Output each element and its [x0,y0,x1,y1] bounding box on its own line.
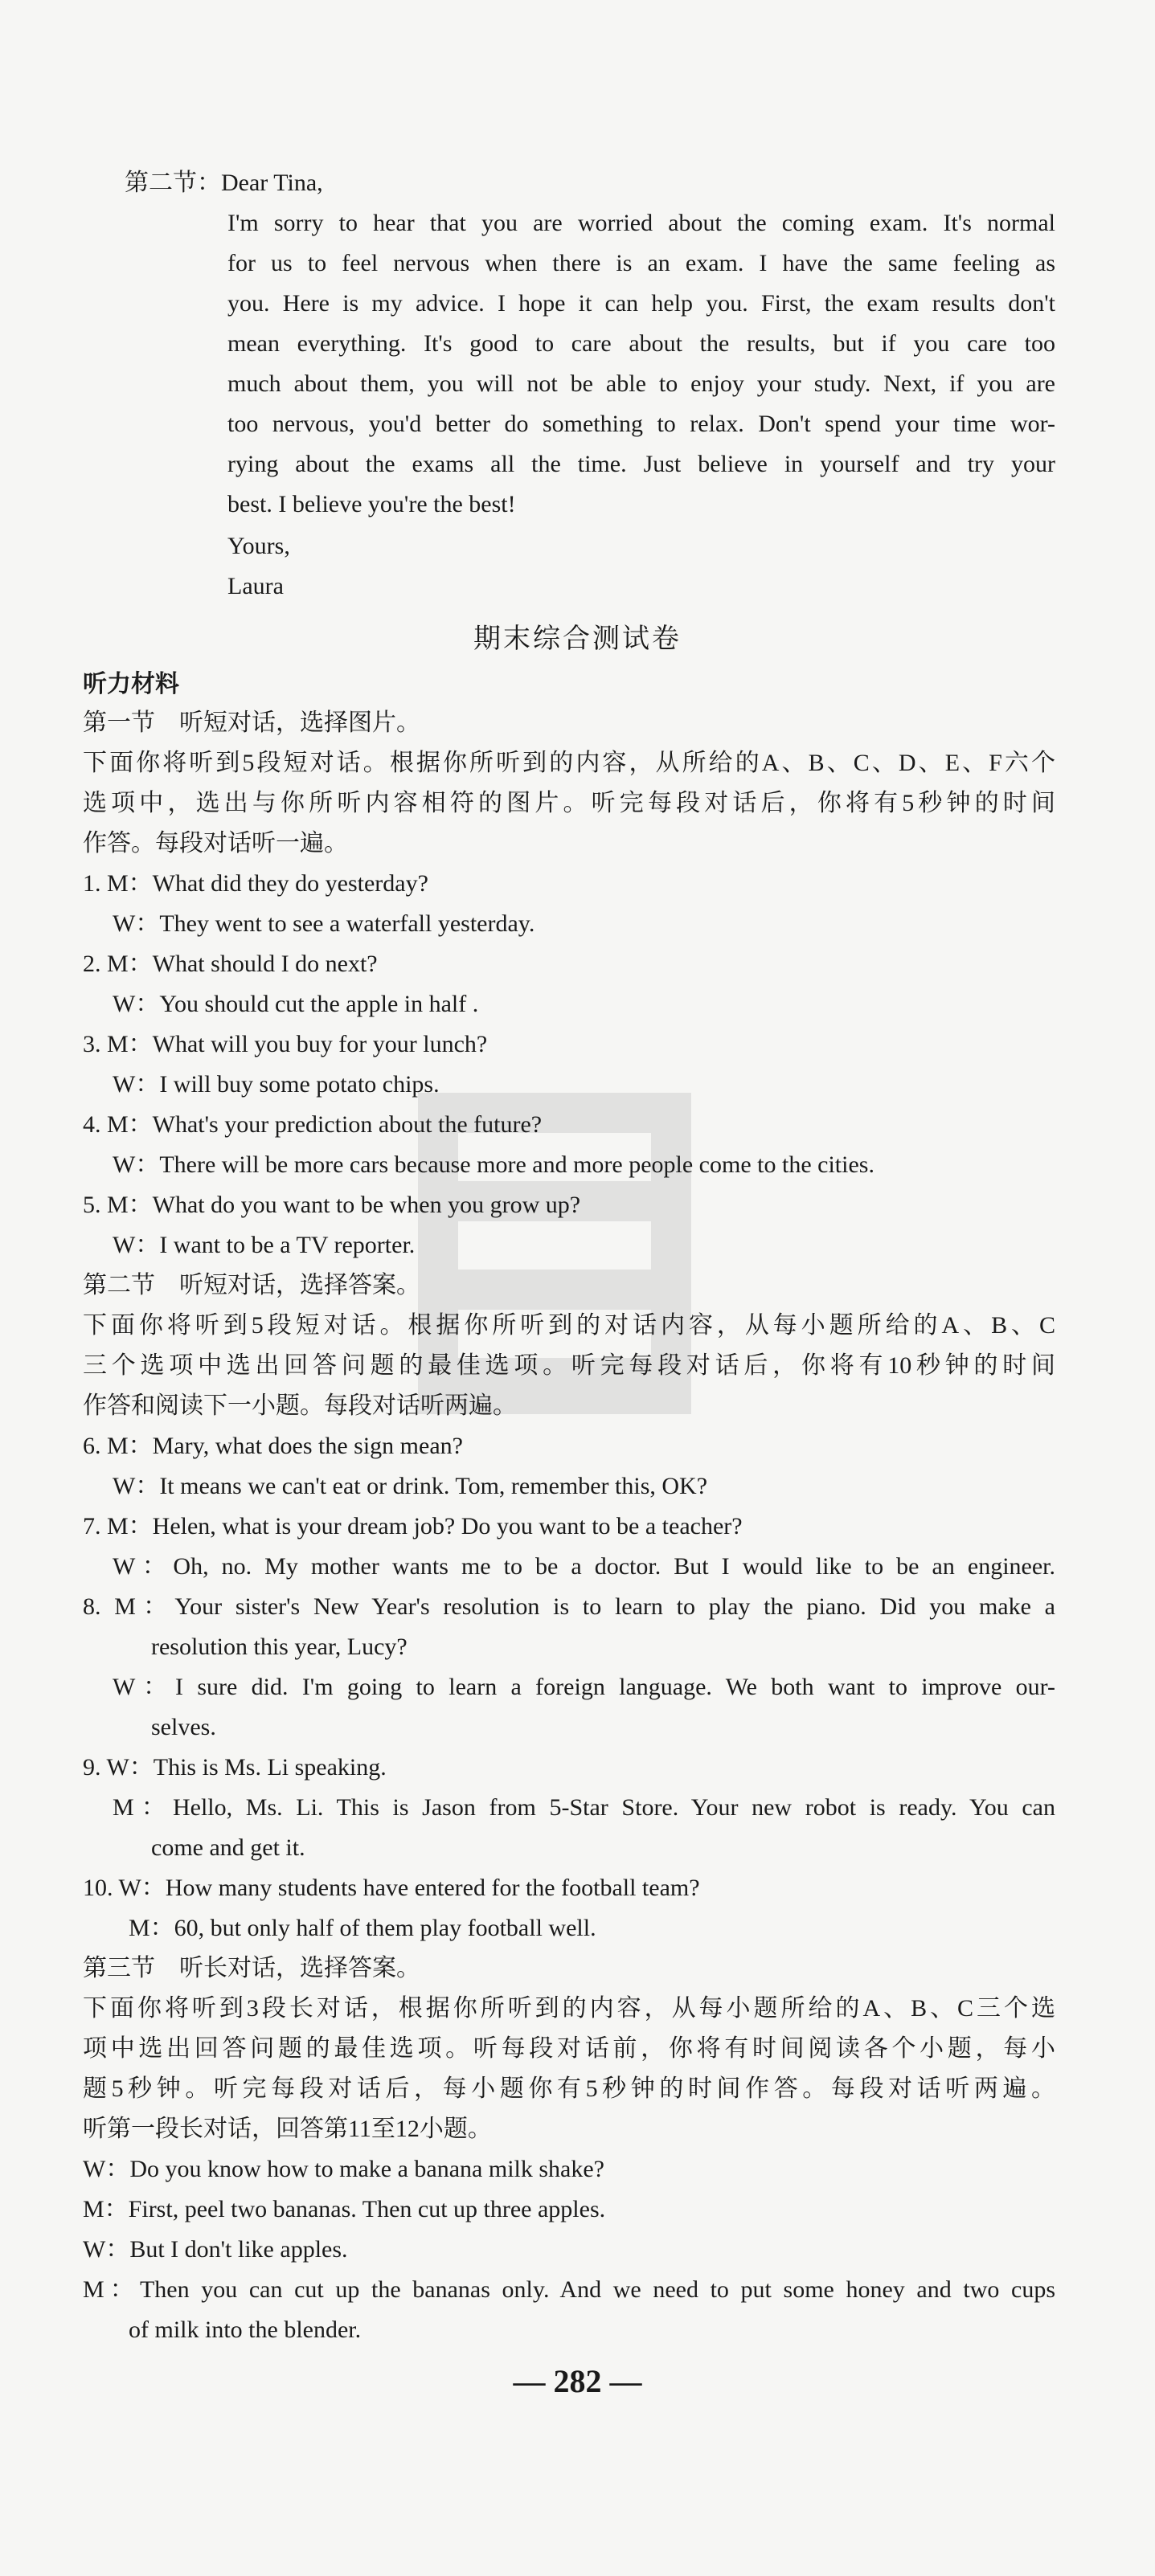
letter-line: much about them, you will not be able to enjoy your study. Next, if you are [227,370,1055,397]
part3-heading: 第三节 听长对话，选择答案。 [83,1955,420,1981]
letter-line: best. I believe you're the best! [227,491,516,517]
part3-instruction: 下面你将听到3段长对话，根据你所听到的内容，从每小题所给的A、B、C三个选 [83,1995,1055,2022]
part3-instruction: 听第一段长对话，回答第11至12小题。 [83,2116,492,2142]
part2-instruction: 下面你将听到5段短对话。根据你所听到的对话内容，从每小题所给的A、B、C [83,1312,1055,1339]
part1-instruction: 选项中，选出与你所听内容相符的图片。听完每段对话后，你将有5秒钟的时间 [83,790,1055,816]
answer-line: W：Oh, no. My mother wants me to be a doctor. But I would like to be an engineer. [113,1553,1055,1580]
answer-line-continued: come and get it. [151,1834,305,1861]
answer-line: W：You should cut the apple in half . [113,991,479,1017]
exam-title: 期末综合测试卷 [473,623,682,655]
letter-signature: Laura [227,573,284,599]
listening-heading: 听力材料 [83,670,179,698]
dialogue-line-continued: of milk into the blender. [129,2316,362,2343]
letter-heading [125,166,323,201]
question-line: 4. M：What's your prediction about the future? [83,1111,543,1138]
dialogue-line: M：First, peel two bananas. Then cut up three apples. [83,2196,606,2222]
page-number: — 282 — [513,2363,642,2399]
answer-line: W：I sure did. I'm going to learn a foreign language. We both want to improve our- [113,1674,1055,1700]
answer-line: M：60, but only half of them play football well. [129,1915,596,1941]
letter-line: mean everything. It's good to care about the results, but if you care too [227,330,1055,357]
part2-heading: 第二节 听短对话，选择答案。 [83,1272,420,1298]
part2-instruction: 三个选项中选出回答问题的最佳选项。听完每段对话后，你将有10秒钟的时间 [83,1352,1055,1379]
salutation: Dear Tina, [221,170,323,196]
question-line: 6. M：Mary, what does the sign mean? [83,1433,463,1459]
answer-line: W：They went to see a waterfall yesterday. [113,910,535,937]
dialogue-line: M：Then you can cut up the bananas only. And we need to put some honey and two cups [83,2276,1055,2303]
letter-closing: Yours, [227,533,290,559]
letter-line: for us to feel nervous when there is an exam. I have the same feeling as [227,250,1055,276]
question-line: 9. W：This is Ms. Li speaking. [83,1754,387,1781]
answer-line: W：There will be more cars because more and more people come to the cities. [113,1151,874,1178]
question-line: 2. M：What should I do next? [83,951,378,977]
letter-line: too nervous, you'd better do something to relax. Don't spend your time wor- [227,411,1055,437]
answer-line: W：I want to be a TV reporter. [113,1232,416,1258]
part1-instruction: 下面你将听到5段短对话。根据你所听到的内容，从所给的A、B、C、D、E、F六个 [83,750,1055,776]
letter-line: you. Here is my advice. I hope it can help you. First, the exam results don't [227,290,1055,317]
dialogue-line: W：Do you know how to make a banana milk shake? [83,2156,604,2182]
question-line-continued: resolution this year, Lucy? [151,1634,408,1660]
question-line: 1. M：What did they do yesterday? [83,870,428,897]
answer-line: W：I will buy some potato chips. [113,1071,440,1098]
part1-heading: 第一节 听短对话，选择图片。 [83,709,420,736]
dialogue-line: W：But I don't like apples. [83,2236,348,2263]
part3-instruction: 项中选出回答问题的最佳选项。听每段对话前，你将有时间阅读各个小题，每小 [83,2035,1055,2062]
section-label: 第二节： [125,170,221,196]
question-line: 7. M：Helen, what is your dream job? Do you want to be a teacher? [83,1513,743,1539]
answer-line: W：It means we can't eat or drink. Tom, remember this, OK? [113,1473,708,1499]
part3-instruction: 题5秒钟。听完每段对话后，每小题你有5秒钟的时间作答。每段对话听两遍。 [83,2075,1055,2102]
answer-line-continued: selves. [151,1714,216,1740]
question-line: 5. M：What do you want to be when you grow up? [83,1192,581,1218]
part1-instruction: 作答。每段对话听一遍。 [83,830,348,857]
letter-line: rying about the exams all the time. Just believe in yourself and try your [227,451,1055,477]
question-line: 10. W：How many students have entered for the football team? [83,1875,700,1901]
answer-line: M：Hello, Ms. Li. This is Jason from 5-Star Store. Your new robot is ready. You can [113,1794,1055,1821]
part2-instruction: 作答和阅读下一小题。每段对话听两遍。 [83,1392,517,1419]
question-line: 8. M：Your sister's New Year's resolution is to learn to play the piano. Did you make a [83,1593,1055,1620]
letter-line: I'm sorry to hear that you are worried about the coming exam. It's normal [227,210,1055,236]
question-line: 3. M：What will you buy for your lunch? [83,1031,488,1057]
